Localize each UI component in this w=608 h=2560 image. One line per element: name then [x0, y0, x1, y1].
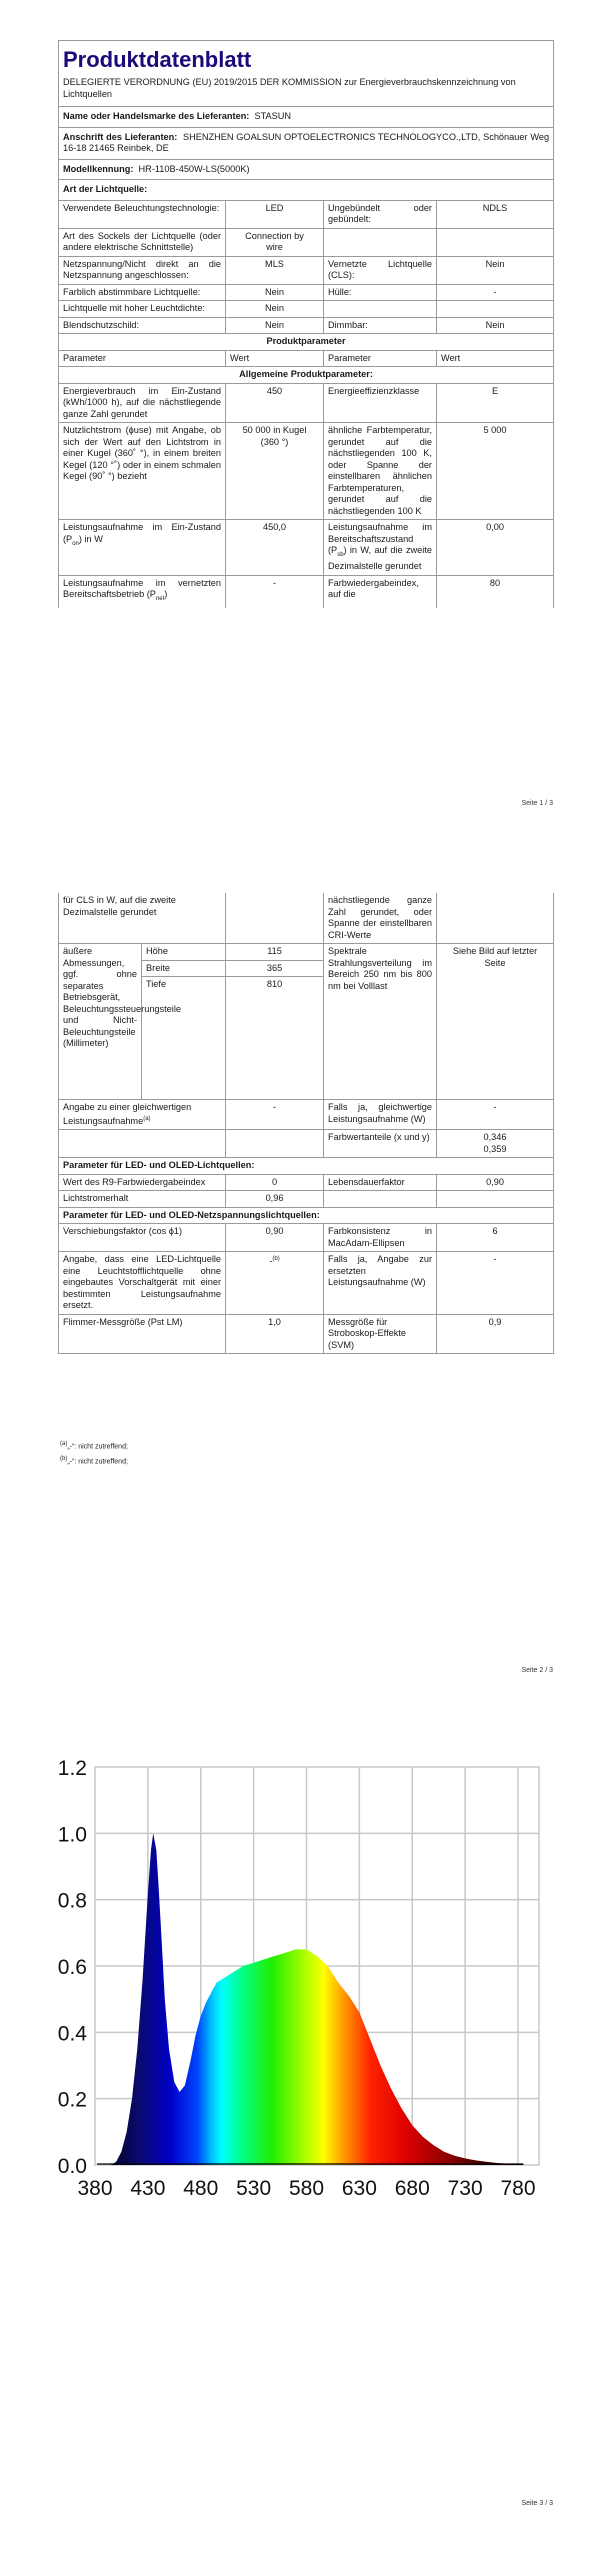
supplier-name-label: Name oder Handelsmarke des Lieferanten:	[63, 111, 250, 121]
param-value: E	[437, 383, 554, 423]
x-tick-label: 680	[394, 2177, 430, 2200]
y-tick-label: 1.0	[57, 1823, 87, 1847]
param-label: Angabe, dass eine LED-Lichtquelle eine Leuchtstofflichtquelle ohne eingebautes Vorschaltgerät mit einer bestimmten Leistungsaufnahme ersetzt.	[59, 1252, 226, 1315]
supplier-address-label: Anschrift des Lieferanten:	[63, 131, 178, 142]
param-value: NDLS	[437, 200, 554, 228]
param-value: 6	[437, 1224, 554, 1252]
param-label: Farbwiedergabeindex, auf die	[324, 575, 437, 607]
param-value	[226, 1130, 324, 1158]
supplier-address-row	[59, 127, 554, 159]
chromaticity-values	[437, 1130, 554, 1158]
param-value: -	[437, 1100, 554, 1130]
column-header: Parameter	[324, 350, 437, 367]
dimension-value: 810	[226, 977, 324, 1100]
page-number: Seite 3 / 3	[521, 2500, 553, 2507]
param-label: Blendschutzschild:	[59, 317, 226, 334]
table-row	[59, 423, 554, 520]
x-tick-label: 780	[500, 2177, 536, 2200]
x-tick-label: 480	[183, 2177, 219, 2200]
param-value: -	[226, 1100, 324, 1130]
column-header: Wert	[437, 350, 554, 367]
param-label: Verschiebungsfaktor (cos ϕ1)	[59, 1224, 226, 1252]
param-value: Nein	[437, 317, 554, 334]
chromaticity-x: 0,346	[483, 1132, 507, 1143]
table-row	[59, 1252, 554, 1315]
param-value: 0,96	[226, 1191, 324, 1208]
page-number: Seite 1 / 3	[521, 800, 553, 807]
x-tick-label: 380	[77, 2177, 113, 2200]
param-label-continued: für CLS in W, auf die zweite Dezimalstelle gerundet	[59, 893, 226, 944]
product-datasheet-page1	[58, 40, 554, 608]
dimension-name: Tiefe	[142, 977, 226, 1100]
supplier-name-row	[59, 107, 554, 128]
param-value: -	[226, 575, 324, 607]
table-row	[59, 228, 554, 256]
param-label	[324, 1191, 437, 1208]
table-row	[59, 301, 554, 318]
param-value: 50 000 in Kugel (360 °)	[226, 423, 324, 520]
x-tick-label: 530	[236, 2177, 272, 2200]
param-value: 5 000	[437, 423, 554, 520]
param-value: 0,90	[226, 1224, 324, 1252]
param-value: 1,0	[226, 1314, 324, 1354]
model-identifier: HR-110B-450W-LS(5000K)	[138, 163, 250, 174]
param-value: 450	[226, 383, 324, 423]
param-label: ähnliche Farbtemperatur, gerundet auf die nächstliegenden 100 K, oder Spanne der einstellbaren ähnlichen Farbtemperaturen, gerundet auf die nächstliegenden 100 K	[324, 423, 437, 520]
led-params-heading: Parameter für LED- und OLED-Lichtquellen:	[59, 1158, 554, 1175]
x-tick-label: 630	[341, 2177, 377, 2200]
dimension-name: Höhe	[142, 944, 226, 961]
param-label	[59, 1130, 226, 1158]
x-tick-label: 730	[447, 2177, 483, 2200]
param-value: Connection by wire	[226, 228, 324, 256]
table-row	[59, 284, 554, 301]
param-label: Hülle:	[324, 284, 437, 301]
table-row	[59, 520, 554, 576]
param-label: Ungebündelt oder gebündelt:	[324, 200, 437, 228]
param-label: Angabe zu einer gleichwertigen Leistungsaufnahme$^{(a)}$	[59, 1100, 226, 1130]
table-row	[59, 1314, 554, 1354]
param-value: 0	[226, 1174, 324, 1191]
param-label: Netzspannung/Nicht direkt an die Netzspannung angeschlossen:	[59, 256, 226, 284]
param-value: Nein	[226, 317, 324, 334]
param-value	[437, 301, 554, 318]
param-label: Spektrale Strahlungsverteilung im Bereich 250 nm bis 800 nm bei Volllast	[324, 944, 437, 1100]
param-value: 80	[437, 575, 554, 607]
page-number: Seite 2 / 3	[521, 1667, 553, 1674]
param-value: LED	[226, 200, 324, 228]
spectral-distribution-chart	[0, 1740, 608, 2220]
table-row	[59, 1224, 554, 1252]
chromaticity-y: 0,359	[483, 1143, 507, 1154]
param-label: Lichtstromerhalt	[59, 1191, 226, 1208]
y-tick-label: 0.0	[57, 2155, 87, 2178]
table-row	[59, 317, 554, 334]
param-value: -	[437, 284, 554, 301]
footnotes	[60, 1438, 128, 1469]
dimensions-row	[59, 944, 554, 961]
param-label: Leistungsaufnahme im vernetzten Bereitschaftsbetrieb $(P_{net})$	[59, 575, 226, 607]
param-value: Nein	[437, 256, 554, 284]
regulation-text: DELEGIERTE VERORDNUNG (EU) 2019/2015 DER KOMMISSION zur Energieverbrauchskennzeichnung von Lichtquellen	[59, 73, 554, 107]
column-header: Parameter	[59, 350, 226, 367]
dimension-value: 115	[226, 944, 324, 961]
param-label: Leistungsaufnahme im Bereitschaftszustand $(P_{sb})$ in W, auf die zweite Dezimalstelle gerundet	[324, 520, 437, 576]
param-label: Leistungsaufnahme im Ein-Zustand $(P_{on})$ in W	[59, 520, 226, 576]
table-row	[59, 1130, 554, 1158]
param-label: Flimmer-Messgröße (Pst LM)	[59, 1314, 226, 1354]
param-value: Nein	[226, 301, 324, 318]
supplier-address: SHENZHEN GOALSUN OPTOELECTRONICS TECHNOLOGYCO.,LTD, Schönauer Weg 16-18 21465 Reinbek, DE	[63, 131, 550, 153]
param-label: Art des Sockels der Lichtquelle (oder andere elektrische Schnittstelle)	[59, 228, 226, 256]
model-label: Modellkennung:	[63, 163, 134, 174]
table-row	[59, 200, 554, 228]
param-label: Vernetzte Lichtquelle (CLS):	[324, 256, 437, 284]
supplier-name: STASUN	[254, 111, 292, 121]
x-tick-label: 580	[288, 2177, 325, 2200]
table-row	[59, 383, 554, 423]
param-label: Nutzlichtstrom (ϕuse) mit Angabe, ob sich der Wert auf den Lichtstrom in einer Kugel (360˚ °), in einem breiten Kegel (120 °˚) oder in einem schmalen Kegel (90˚ °) bezieht	[59, 423, 226, 520]
table-row	[59, 1174, 554, 1191]
param-value: 0,90	[437, 1174, 554, 1191]
param-label: Lichtquelle mit hoher Leuchtdichte:	[59, 301, 226, 318]
document-title: Produktdatenblatt	[63, 47, 252, 72]
light-source-type-heading: Art der Lichtquelle:	[59, 180, 554, 201]
dimension-value: 365	[226, 960, 324, 977]
param-label	[324, 301, 437, 318]
param-value: 0,00	[437, 520, 554, 576]
table-row	[59, 1100, 554, 1130]
param-label: Farbwertanteile (x und y)	[324, 1130, 437, 1158]
param-label: Energieeffizienzklasse	[324, 383, 437, 423]
y-tick-label: 0.6	[57, 1956, 87, 1979]
param-label-continued: nächstliegende ganze Zahl gerundet, oder Spanne der einstellbaren CRI-Werte	[324, 893, 437, 944]
param-value: -	[437, 1252, 554, 1315]
param-label: Lebensdauerfaktor	[324, 1174, 437, 1191]
param-label: Dimmbar:	[324, 317, 437, 334]
x-tick-label: 430	[130, 2177, 166, 2200]
product-datasheet-page2	[58, 893, 554, 1354]
table-row	[59, 893, 554, 944]
column-header-row	[59, 350, 554, 367]
param-label: Energieverbrauch im Ein-Zustand (kWh/1000 h), auf die nächstliegende ganze Zahl gerundet	[59, 383, 226, 423]
param-value: Siehe Bild auf letzter Seite	[437, 944, 554, 1100]
general-params-heading: Allgemeine Produktparameter:	[59, 367, 554, 384]
y-axis-ticks	[58, 1757, 88, 2178]
table-row	[59, 256, 554, 284]
param-value: 450,0	[226, 520, 324, 576]
product-params-heading: Produktparameter	[59, 334, 554, 351]
param-label: Falls ja, Angabe zur ersetzten Leistungsaufnahme (W)	[324, 1252, 437, 1315]
param-label: Verwendete Beleuchtungstechnologie:	[59, 200, 226, 228]
y-tick-label: 0.4	[57, 2022, 87, 2046]
column-header: Wert	[226, 350, 324, 367]
y-tick-label: 0.2	[57, 2088, 87, 2112]
param-label: Messgröße für Stroboskop-Effekte (SVM)	[324, 1314, 437, 1354]
table-row	[59, 575, 554, 607]
x-axis-ticks	[77, 2177, 535, 2200]
model-row	[59, 159, 554, 180]
y-tick-label: 0.8	[57, 1889, 87, 1913]
param-value	[437, 228, 554, 256]
param-value: -$^{(b)}$	[226, 1252, 324, 1315]
param-value: 0,9	[437, 1314, 554, 1354]
dimension-name: Breite	[142, 960, 226, 977]
footnote: $^{(a)}$„-“: nicht zutreffend;	[60, 1441, 128, 1451]
param-value	[437, 1191, 554, 1208]
param-label: Farblich abstimmbare Lichtquelle:	[59, 284, 226, 301]
param-label: Wert des R9-Farbwiedergabeindex	[59, 1174, 226, 1191]
param-label: Falls ja, gleichwertige Leistungsaufnahme (W)	[324, 1100, 437, 1130]
param-value	[437, 893, 554, 944]
dimensions-label: äußere Abmessungen, ggf. ohne separates Betriebsgerät, Beleuchtungssteuerungsteile und Nicht-Beleuchtungsteile (Millimeter)	[59, 944, 142, 1100]
y-tick-label: 1.2	[57, 1757, 87, 1780]
footnote: $^{(b)}$„-“: nicht zutreffend;	[60, 1456, 128, 1466]
param-value: MLS	[226, 256, 324, 284]
table-row	[59, 1191, 554, 1208]
param-label	[324, 228, 437, 256]
param-label: Farbkonsistenz in MacAdam-Ellipsen	[324, 1224, 437, 1252]
mains-params-heading: Parameter für LED- und OLED-Netzspannungslichtquellen:	[59, 1207, 554, 1224]
param-value	[226, 893, 324, 944]
param-value: Nein	[226, 284, 324, 301]
